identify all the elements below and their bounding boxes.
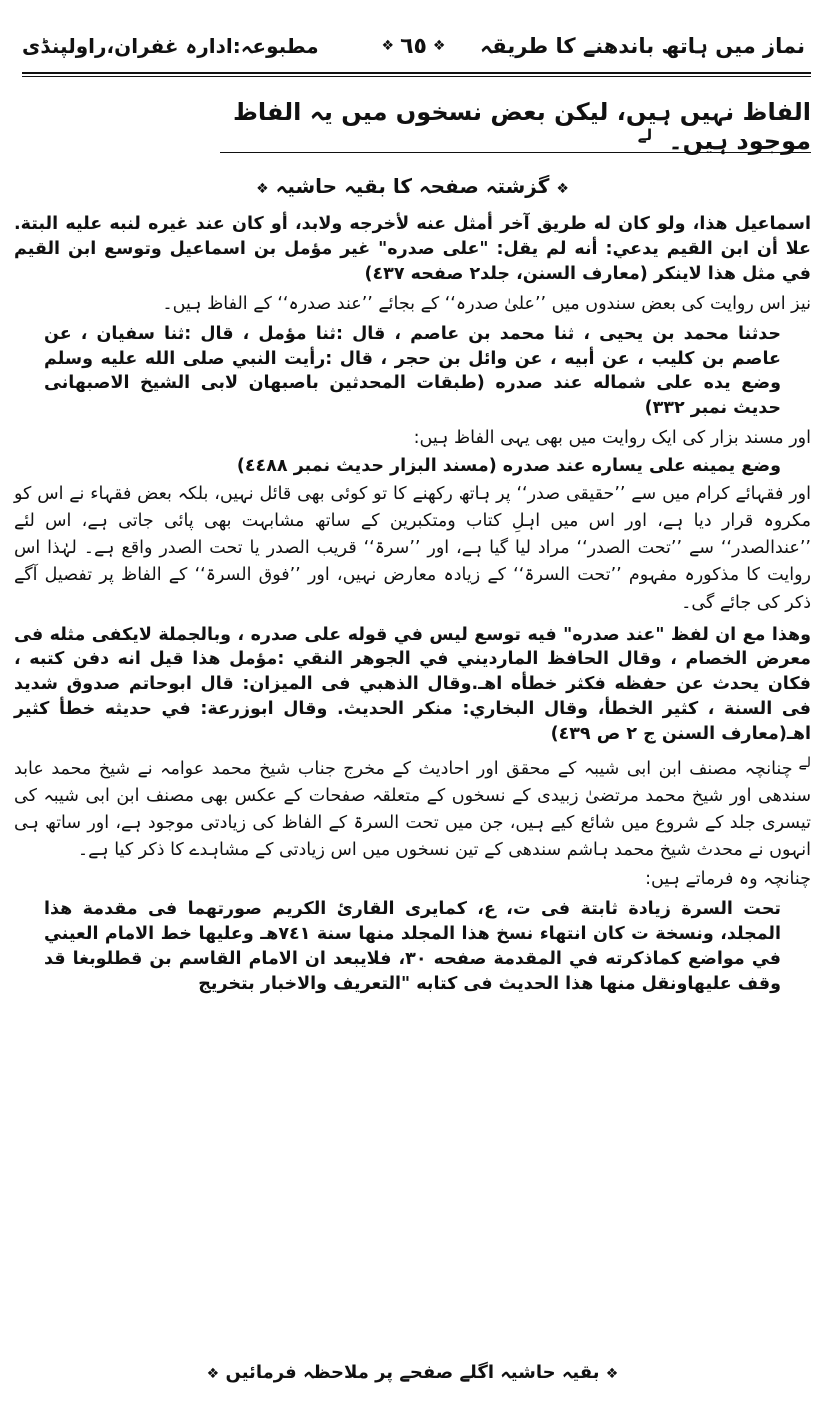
footnote-separator bbox=[220, 152, 811, 153]
header-rule-top bbox=[22, 72, 811, 74]
heading-ornament-left-icon: ❖ bbox=[256, 181, 269, 197]
urdu-paragraph-3: اور فقہائے کرام میں سے ’’حقیقی صدر‘‘ پر ہاتھ رکھنے کا تو کوئی بھی قائل نہیں، بلکہ بعض فقہاء نے اس کو مکروہ قرار دیا ہے، اور اس میں اہلِ کتاب ومتکبرین کے ساتھ مشابہت بھی پائی جاتی ہے، اس لئے ’’عندالصدر‘‘ سے ’’تحت الصدر‘‘ مراد لیا گیا ہے، اور ’’سرۃ‘‘ قریب الصدر یا تحت الصدر واقع ہے۔ لہٰذا اس روایت کا مذکورہ مفہوم ’’تحت السرۃ‘‘ کے زیادہ معارض نہیں، اور ’’فوق السرۃ‘‘ کے الفاظ پر تفصیل آگے ذکر کی جائے گی۔ bbox=[14, 484, 811, 613]
chapter-title: نماز میں ہاتھ باندھنے کا طریقہ bbox=[480, 34, 805, 58]
footnote-section-heading bbox=[0, 174, 825, 198]
section-heading-text: گزشتہ صفحہ کا بقیہ حاشیہ bbox=[275, 174, 550, 198]
publisher-credit: مطبوعہ:ادارہ غفران،راولپنڈی bbox=[22, 34, 319, 58]
page-number: ٦٥ bbox=[400, 33, 427, 59]
page-number-box bbox=[382, 34, 446, 59]
arabic-quote-3: وضع يمينه على يساره عند صدره (مسند البزار حديث نمبر ٤٤٨٨) bbox=[236, 456, 781, 477]
heading-ornament-right-icon: ❖ bbox=[556, 181, 569, 197]
urdu-paragraph-4 bbox=[14, 753, 811, 864]
arabic-quote-2: حدثنا محمد بن يحيى ، ثنا محمد بن عاصم ، قال :ثنا مؤمل ، قال :ثنا سفيان ، عن عاصم بن كليب ، عن أبيه ، عن وائل بن حجر ، قال :رأيت النبي صلى الله عليه وسلم وضع يده على شماله عند صدره (طبقات المحدثين باصبهان لابى الشيخ الاصبهانى حديث نمبر ٣٣٢) bbox=[44, 323, 781, 419]
ornament-right-icon: ❖ bbox=[432, 38, 446, 54]
note-marker: لے bbox=[798, 754, 811, 771]
urdu-paragraph-2: اور مسند بزار کی ایک روایت میں بھی یہی الفاظ ہیں: bbox=[413, 428, 811, 449]
arabic-quote-4: وهذا مع ان لفظ "عند صدره" فيه توسع ليس في قوله على صدره ، وبالجملة لايكفى مثله فى معرض الخصام ، وقال الحافظ المارديني في الجوهر النقي :مؤمل هذا قيل انه دفن كتبه ، فكان يحدث عن حفظه فكثر خطأه اهـ.وقال الذهبي فى الميزان: قال ابوحاتم صدوق شديد فى السنة ، كثير الخطأ، وقال البخاري: منكر الحديث. وقال ابوزرعة: في حديثه خطأ كثير اهـ(معارف السنن ج ٢ ص ٤٣٩) bbox=[14, 624, 811, 744]
page-header bbox=[22, 26, 805, 66]
continued-ornament-right-icon: ❖ bbox=[605, 1366, 619, 1382]
arabic-quote-1: اسماعيل هذا، ولو كان له طريق آخر أمثل عنه لأخرجه ولابد، أو كان عند غيره لنبه عليه البتة. علا أن ابن القيم يدعي: أنه لم يقل: "على صدره" غير مؤمل بن اسماعيل وتوسع ابن القيم في مثل هذا لاينكر (معارف السنن، جلد٢ صفحه ٤٣٧) bbox=[14, 214, 811, 284]
main-text: الفاظ نہیں ہیں، لیکن بعض نسخوں میں یہ الفاظ موجود ہیں۔ bbox=[232, 98, 811, 155]
arabic-quote-5: تحت السرة زيادة ثابتة فى ت، ع، كمايرى القارئ الكريم صورتهما فى مقدمة هذا المجلد، ونسخة ت كان انتهاء نسخ هذا المجلد منها سنة ٧٤١هـ وعليها خط الامام العيني في مواضع كماذكرته في المقدمة صفحه ٣٠، فلايبعد ان الامام القاسم بن قطلوبغا قد وقف عليهاونقل منها هذا الحديث فى كتابه "التعريف والاخبار بتخريج bbox=[44, 899, 782, 994]
ornament-left-icon: ❖ bbox=[381, 38, 395, 54]
continued-ornament-left-icon: ❖ bbox=[206, 1366, 220, 1382]
footnote-body bbox=[14, 212, 811, 997]
continued-note bbox=[0, 1362, 825, 1383]
urdu-paragraph-4-text: چنانچہ مصنف ابن ابی شیبہ کے محقق اور احادیث کے مخرج جناب شیخ محمد عوامہ نے شیخ محمد عابد سندھی اور شیخ محمد مرتضیٰ زبیدی کے نسخوں کے متعلقہ صفحات کے عکس بھی مصنف ابن ابی شیبہ کی تیسری جلد کے شروع میں شائع کیے ہیں، جن میں تحت السرۃ کے الفاظ کی زیادتی موجود ہے، اور ساتھ ہی انہوں نے محدث شیخ محمد ہاشم سندھی کے تین نسخوں میں اس زیادتی کے مشاہدے کا ذکر کیا ہے۔ bbox=[14, 758, 811, 861]
urdu-paragraph-5: چنانچہ وہ فرماتے ہیں: bbox=[645, 869, 811, 890]
footnote-reference: لے bbox=[637, 126, 653, 144]
main-text-line bbox=[160, 98, 811, 155]
urdu-paragraph-1: نیز اس روایت کی بعض سندوں میں ’’علیٰ صدرہ‘‘ کے بجائے ’’عند صدرہ‘‘ کے الفاظ ہیں۔ bbox=[162, 293, 811, 314]
header-rule-bottom bbox=[22, 76, 811, 77]
continued-note-text: بقیہ حاشیہ اگلے صفحے پر ملاحظہ فرمائیں bbox=[225, 1362, 600, 1383]
